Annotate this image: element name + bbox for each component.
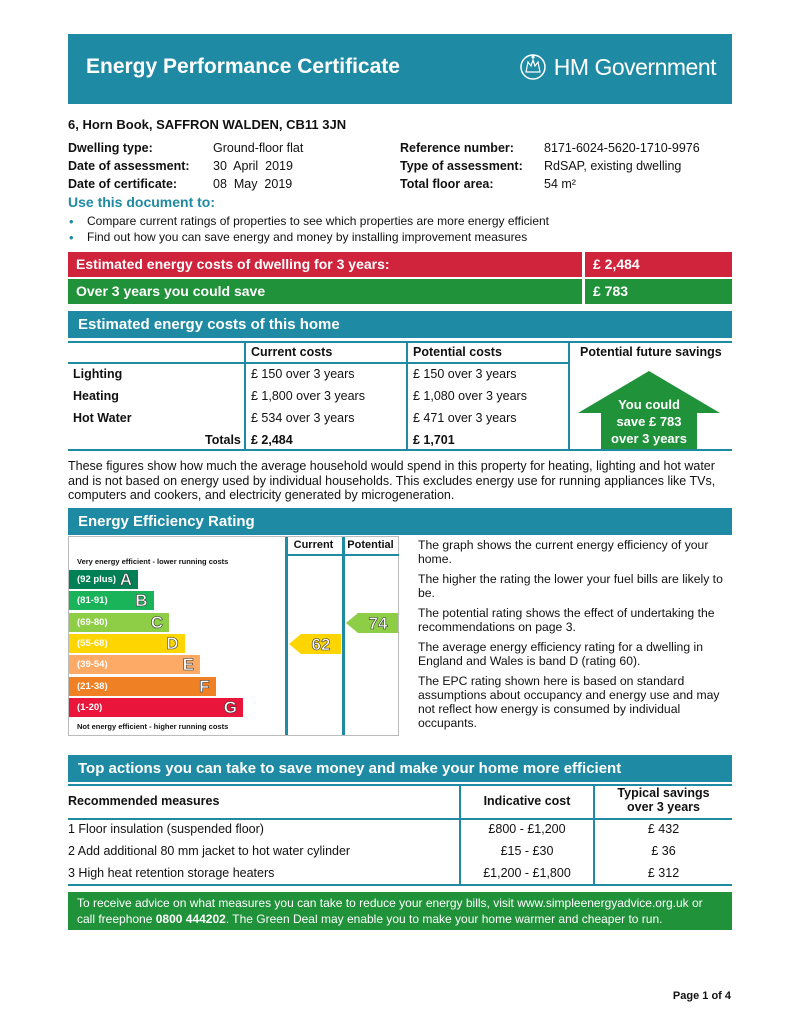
row-label-heating: Heating <box>73 389 119 403</box>
heating-current: £ 1,800 over 3 years <box>251 389 365 403</box>
rating-explanation <box>418 538 732 736</box>
reference-label: Reference number: <box>400 141 514 155</box>
use-document-list <box>68 214 549 245</box>
rating-text: The graph shows the current energy efficiency of your home. <box>418 538 709 566</box>
cost-1: £800 - £1,200 <box>488 822 566 836</box>
advice-line1: To receive advice on what measures you can take to reduce your energy bills, visit www.simpleenergyadvice.org.uk or <box>77 896 703 910</box>
col-typical-savings-line2: over 3 years <box>627 800 700 814</box>
royal-crest-icon <box>518 52 548 82</box>
date-certificate-label: Date of certificate: <box>68 177 178 191</box>
chart-bottom-note: Not energy efficient - higher running costs <box>77 722 229 731</box>
cost-3: £1,200 - £1,800 <box>483 866 571 880</box>
certificate-header <box>68 34 732 104</box>
hot-water-potential: £ 471 over 3 years <box>413 411 517 425</box>
row-label-hot-water: Hot Water <box>73 411 132 425</box>
col-potential-costs: Potential costs <box>413 345 502 359</box>
band-letter: F <box>199 676 210 696</box>
savings-2: £ 36 <box>651 844 676 858</box>
measure-2: 2 Add additional 80 mm jacket to hot water cylinder <box>68 844 351 858</box>
band-letter: B <box>135 591 148 611</box>
actions-section-title: Top actions you can take to save money and make your home more efficient <box>68 755 732 782</box>
rating-band-g <box>69 698 243 717</box>
costs-note: These figures show how much the average household would spend in this property for heating, lighting and hot water and is not based on energy used by individual households. This excludes energy use for running appliances like TVs, computers and cookers, and electricity generated by microgeneration. <box>68 459 716 502</box>
band-letter: A <box>119 570 132 589</box>
band-letter: D <box>166 633 179 653</box>
dwelling-type-value: Ground-floor flat <box>213 141 304 155</box>
rating-band-d <box>69 634 185 653</box>
savings-line: You could <box>618 397 680 412</box>
row-label-lighting: Lighting <box>73 367 123 381</box>
estimated-costs-label: Estimated energy costs of dwelling for 3 years: <box>68 252 582 277</box>
estimated-costs-bar <box>68 252 732 277</box>
measure-3: 3 High heat retention storage heaters <box>68 866 275 880</box>
current-column-heading: Current <box>293 539 334 551</box>
col-future-savings: Potential future savings <box>580 345 722 359</box>
costs-table <box>68 341 732 451</box>
cost-2: £15 - £30 <box>500 844 554 858</box>
estimated-costs-value: £ 2,484 <box>585 252 732 277</box>
lighting-current: £ 150 over 3 years <box>251 367 355 381</box>
details-left <box>68 139 303 193</box>
band-letter: G <box>223 697 237 717</box>
potential-rating-value: 74 <box>368 613 388 633</box>
list-item: • Compare current ratings of properties to see which properties are more energy efficient <box>68 214 549 230</box>
advice-prefix: call freephone <box>77 911 156 926</box>
energy-rating-chart <box>68 536 399 736</box>
reference-value: 8171-6024-5620-1710-9976 <box>544 141 700 155</box>
band-range: (92 plus) <box>77 574 117 585</box>
savings-bar <box>68 279 732 304</box>
rating-text: The average energy efficiency rating for a dwelling in England and Wales is band D (rating 60). <box>418 640 703 668</box>
hm-government-text: HM Government <box>553 53 716 80</box>
potential-rating-arrow <box>346 613 398 633</box>
rating-text: The EPC rating shown here is based on standard assumptions about occupancy and energy use and may not reflect how energy is consumed by individual occupants. <box>418 674 720 730</box>
hot-water-current: £ 534 over 3 years <box>251 411 355 425</box>
col-typical-savings <box>595 786 732 814</box>
future-savings-text <box>578 396 720 447</box>
measure-1: 1 Floor insulation (suspended floor) <box>68 822 264 836</box>
date-assessment-label: Date of assessment: <box>68 159 190 173</box>
floor-area-value: 54 m² <box>544 177 576 191</box>
rating-text: The higher the rating the lower your fuel bills are likely to be. <box>418 572 723 600</box>
rating-band-a <box>69 570 138 589</box>
band-range: (55-68) <box>77 637 108 649</box>
details-right <box>400 139 700 193</box>
assessment-type-value: RdSAP, existing dwelling <box>544 159 682 173</box>
rating-band-c <box>69 613 169 632</box>
advice-box <box>68 892 732 930</box>
col-typical-savings-line1: Typical savings <box>617 786 710 800</box>
hm-government-logo <box>518 52 716 82</box>
savings-3: £ 312 <box>647 866 680 880</box>
date-certificate-value: 08 May 2019 <box>213 177 293 191</box>
assessment-type-label: Type of assessment: <box>400 159 523 173</box>
dwelling-type-label: Dwelling type: <box>68 141 153 155</box>
rating-section-title: Energy Efficiency Rating <box>68 508 732 535</box>
current-rating-arrow <box>289 634 341 654</box>
advice-line2 <box>77 912 723 928</box>
savings-1: £ 432 <box>647 822 680 836</box>
band-range: (1-20) <box>77 701 103 713</box>
band-range: (81-91) <box>77 595 108 607</box>
band-letter: E <box>182 655 194 675</box>
savings-line: over 3 years <box>611 431 687 446</box>
savings-line: save £ 783 <box>616 414 682 429</box>
potential-column-heading: Potential <box>347 539 394 551</box>
advice-suffix: . The Green Deal may enable you to make your home warmer and cheaper to run. <box>225 911 663 926</box>
heating-potential: £ 1,080 over 3 years <box>413 389 527 403</box>
savings-value: £ 783 <box>585 279 732 304</box>
use-document-heading: Use this document to: <box>68 194 216 210</box>
col-recommended-measures: Recommended measures <box>68 794 220 808</box>
rating-band-b <box>69 591 154 610</box>
page-number: Page 1 of 4 <box>672 990 731 1002</box>
rating-text: The potential rating shows the effect of undertaking the recommendations on page 3. <box>418 606 715 634</box>
band-range: (21-38) <box>77 680 108 692</box>
rating-columns <box>285 537 399 735</box>
floor-area-label: Total floor area: <box>400 177 494 191</box>
potential-column <box>342 537 399 735</box>
chart-top-note: Very energy efficient - lower running costs <box>77 557 229 566</box>
current-rating-value: 62 <box>311 634 331 654</box>
band-range: (39-54) <box>77 659 108 671</box>
property-address: 6, Horn Book, SAFFRON WALDEN, CB11 3JN <box>68 117 347 132</box>
rating-band-e <box>69 655 200 674</box>
list-item: • Find out how you can save energy and money by installing improvement measures <box>68 230 549 246</box>
band-letter: C <box>150 612 163 632</box>
col-indicative-cost: Indicative cost <box>483 794 571 808</box>
savings-label: Over 3 years you could save <box>68 279 582 304</box>
certificate-title: Energy Performance Certificate <box>86 55 400 78</box>
col-current-costs: Current costs <box>251 345 333 359</box>
totals-potential: £ 1,701 <box>413 433 455 447</box>
totals-label: Totals <box>205 433 241 447</box>
rating-band-f <box>69 677 216 696</box>
lighting-potential: £ 150 over 3 years <box>413 367 517 381</box>
costs-section-title: Estimated energy costs of this home <box>68 311 732 338</box>
freephone-number: 0800 444202 <box>155 911 226 926</box>
date-assessment-value: 30 April 2019 <box>213 159 293 173</box>
band-range: (69-80) <box>77 616 108 628</box>
totals-current: £ 2,484 <box>251 433 293 447</box>
